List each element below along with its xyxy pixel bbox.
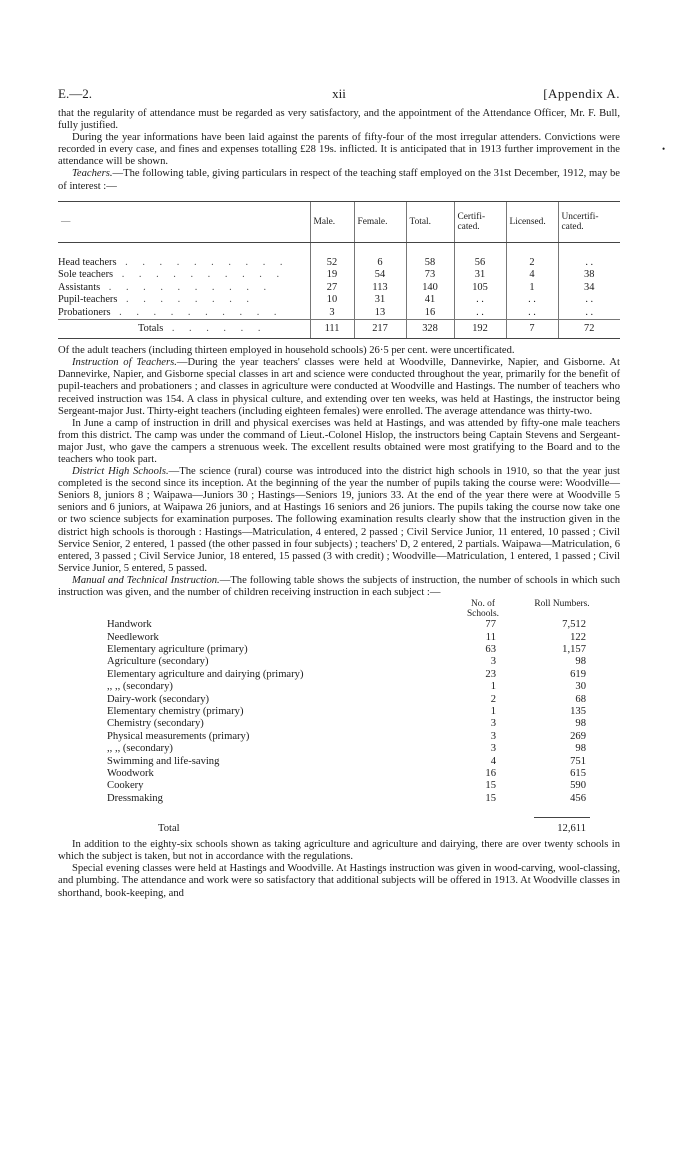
subject-row	[58, 619, 620, 631]
table-header-blank: —	[58, 201, 310, 242]
subject-name: Needlework	[107, 631, 159, 643]
subject-row	[58, 632, 620, 644]
subject-roll: 135	[570, 705, 586, 717]
total-cell: 217	[354, 320, 406, 339]
col-header-roll: Roll Numbers.	[534, 599, 590, 610]
cell: 13	[354, 307, 406, 320]
row-label: Assistants . . . . . . . . . .	[58, 281, 273, 293]
total-cell: 7	[506, 320, 558, 339]
cell: 52	[310, 257, 354, 270]
subject-schools: 15	[485, 780, 496, 792]
subject-row	[58, 644, 620, 656]
cell: 38	[558, 269, 620, 282]
table-spacer-row	[58, 242, 620, 257]
subject-roll: 590	[570, 780, 586, 792]
subject-row	[58, 694, 620, 706]
cell: 1	[506, 282, 558, 295]
subject-name: Agriculture (secondary)	[107, 656, 209, 668]
header-page-number: xii	[332, 86, 346, 101]
subjects-total-label: Total	[158, 823, 180, 835]
cell: 140	[406, 282, 454, 295]
subject-schools: 3	[490, 743, 496, 755]
subject-schools: 16	[485, 767, 496, 779]
subject-roll: 122	[570, 631, 586, 643]
subject-name: Dressmaking	[107, 792, 163, 804]
table-row	[58, 282, 620, 295]
cell: 113	[354, 282, 406, 295]
subject-name: Elementary agriculture and dairying (primary)	[107, 668, 304, 680]
subject-schools: 3	[490, 730, 496, 742]
paragraph-10: Special evening classes were held at Hastings and Woodville. At Hastings instruction was given in wood-carving, wool-classing, and plumbing. The attendance and work were so satisfactory that additional subjects will be offered in 1913. At Woodville classes in shorthand, book-keeping, and	[58, 863, 620, 899]
subject-row	[58, 743, 620, 755]
subject-row	[58, 656, 620, 668]
paragraph-9: In addition to the eighty-six schools shown as taking agriculture and agriculture and dairying, there are over twenty schools in which the subject is taken, but not in accordance with the regulations.	[58, 839, 620, 863]
subject-name: ,, ,, (secondary)	[107, 743, 173, 755]
document-body	[58, 108, 620, 900]
cell: 54	[354, 269, 406, 282]
subject-roll: 98	[575, 743, 586, 755]
subject-row	[58, 793, 620, 805]
subject-schools: 4	[490, 755, 496, 767]
subject-name: Elementary agriculture (primary)	[107, 643, 248, 655]
cell: . .	[506, 307, 558, 320]
subject-schools: 2	[490, 693, 496, 705]
subjects-total-roll: 12,611	[557, 823, 586, 835]
subject-roll: 68	[575, 693, 586, 705]
subject-name: Swimming and life-saving	[107, 755, 220, 767]
paragraph-5: Instruction of Teachers.—During the year teachers' classes were held at Woodville, Dannevirke, Napier, and Gisborne. At Dannevirke, Napier, and Gisborne special classes in art and science were conducted throughout the year, primarily for the benefit of pupil-teachers and probationers ; and classes in agriculture were conducted at Woodville and Hastings. The number of teachers who received instruction was 154. A class in physical culture, and extending over ten weeks, was held at Hastings, the instructor being Sergeant-major Just. Thirty-eight teachers (including eighteen females) were enrolled. The average attendance was thirty-two.	[58, 357, 620, 417]
paragraph-4: Of the adult teachers (including thirteen employed in household schools) 26·5 per cent. were uncertificated.	[58, 345, 515, 357]
subject-row	[58, 780, 620, 792]
subject-schools: 63	[485, 643, 496, 655]
subject-schools: 77	[485, 619, 496, 631]
subject-schools: 1	[490, 681, 496, 693]
table-row	[58, 307, 620, 320]
subject-row	[58, 681, 620, 693]
subjects-total-row	[58, 823, 620, 835]
subject-schools: 15	[485, 792, 496, 804]
cell: 16	[406, 307, 454, 320]
paragraph-6: In June a camp of instruction in drill and physical exercises was held at Hastings, and was attended by fifty-one male teachers from this district. The camp was under the command of Lieut.-Colonel Hislop, the instructors being Captain Stevens and Sergeant-major Just, who gave the campers a strenuous week. The excellent results obtained were most gratifying to the Board and to the teachers who took part.	[58, 417, 620, 465]
page-header	[58, 86, 620, 102]
subject-schools: 11	[485, 631, 496, 643]
col-header-certificated: Certifi-cated.	[454, 201, 506, 242]
subject-name: Chemistry (secondary)	[107, 718, 204, 730]
cell: 31	[354, 294, 406, 307]
paragraph-7: District High Schools.—The science (rural) course was introduced into the district high schools in 1910, so that the year just completed is the second since its inception. At the beginning of the year the number of pupils taking the course were: Woodville—Seniors 8, juniors 8 ; Waipawa—Juniors 30 ; Hastings—Seniors 19, juniors 33. At the end of the year there were at Woodville 5 seniors and 6 juniors, at Waipawa 26 juniors, and at Hastings 16 seniors and 26 juniors. The pupils taking the course now take one or two science subjects for examination purposes. The following examination results clearly show that the instruction given in the district high schools is thorough : Hastings—Matriculation, 4 entered, 2 passed ; Civil Service Junior, 11 entered, 10 passed ; Civil Service Senior, 2 entered, 1 passed (the other passed in four subjects) ; teachers' D, 2 entered, 2 partials. Waipawa—Matriculation, 6 entered, 3 passed ; Civil Service Junior, 18 entered, 15 passed (3 with credit) ; Woodville—Matriculation, 1 entered, 1 passed ; Civil Service Junior, 5 entered, 5 passed.	[58, 466, 620, 574]
cell: 19	[310, 269, 354, 282]
margin-dot: •	[662, 144, 666, 154]
row-label: Sole teachers . . . . . . . . . .	[58, 269, 286, 281]
col-header-licensed: Licensed.	[506, 201, 558, 242]
subject-roll: 1,157	[562, 643, 586, 655]
cell: 27	[310, 282, 354, 295]
subject-name: Cookery	[107, 780, 144, 792]
cell: . .	[454, 294, 506, 307]
subject-roll: 98	[575, 656, 586, 668]
cell: . .	[558, 257, 620, 270]
subject-roll: 619	[570, 668, 586, 680]
paragraph-8-heading: Manual and Technical Instruction.	[72, 574, 220, 586]
cell: 4	[506, 269, 558, 282]
subject-name: Woodwork	[107, 767, 154, 779]
row-label: Probationers . . . . . . . . . .	[58, 306, 283, 318]
paragraph-5-heading: Instruction of Teachers.	[72, 357, 177, 369]
header-right: [Appendix A.	[543, 86, 620, 101]
table-row	[58, 269, 620, 282]
subject-roll: 30	[575, 681, 586, 693]
cell: 3	[310, 307, 354, 320]
row-label: Pupil-teachers . . . . . . . .	[58, 294, 255, 306]
table-row	[58, 257, 620, 270]
subject-schools: 3	[490, 656, 496, 668]
teaching-staff-table	[58, 201, 620, 340]
paragraph-8: Manual and Technical Instruction.—The following table shows the subjects of instruction, the number of schools in which such instruction was given, and the number of children receiving instruction in each subject :—	[58, 574, 621, 599]
paragraph-3	[58, 168, 620, 192]
subject-name: Handwork	[107, 619, 152, 631]
cell: 58	[406, 257, 454, 270]
cell: 56	[454, 257, 506, 270]
paragraph-7-heading: District High Schools.	[72, 466, 169, 478]
subject-row	[58, 706, 620, 718]
cell: 34	[558, 282, 620, 295]
total-cell: 111	[310, 320, 354, 339]
subject-name: ,, ,, (secondary)	[107, 681, 173, 693]
cell: . .	[558, 294, 620, 307]
table-total-row	[58, 320, 620, 339]
cell: . .	[558, 307, 620, 320]
cell: 73	[406, 269, 454, 282]
col-header-total: Total.	[406, 201, 454, 242]
cell: 2	[506, 257, 558, 270]
subject-roll: 269	[570, 730, 586, 742]
subject-name: Dairy-work (secondary)	[107, 693, 210, 705]
subject-roll: 456	[570, 792, 586, 804]
table-row	[58, 294, 620, 307]
subjects-table	[58, 599, 620, 839]
subject-row	[58, 718, 620, 730]
cell: 31	[454, 269, 506, 282]
cell: 41	[406, 294, 454, 307]
total-cell: 328	[406, 320, 454, 339]
cell: 10	[310, 294, 354, 307]
cell: 6	[354, 257, 406, 270]
subject-row	[58, 756, 620, 768]
table-header-row	[58, 201, 620, 242]
subject-name: Physical measurements (primary)	[107, 730, 250, 742]
paragraph-3-text: —The following table, giving particulars in respect of the teaching staff employed on the 31st December, 1912, may be of interest :—	[58, 168, 620, 192]
subject-roll: 615	[570, 767, 586, 779]
subject-roll: 7,512	[562, 619, 586, 631]
subject-roll: 751	[570, 755, 586, 767]
total-rule	[534, 817, 590, 818]
subject-roll: 98	[575, 718, 586, 730]
subject-row	[58, 669, 620, 681]
col-header-male: Male.	[310, 201, 354, 242]
col-header-female: Female.	[354, 201, 406, 242]
cell: . .	[506, 294, 558, 307]
subject-row	[58, 731, 620, 743]
header-left: E.—2.	[58, 86, 92, 101]
col-header-uncertificated: Uncertifi-cated.	[558, 201, 620, 242]
total-cell: 192	[454, 320, 506, 339]
row-label: Head teachers . . . . . . . . . .	[58, 256, 289, 268]
col-header-schools: No. of Schools.	[466, 599, 500, 620]
cell: . .	[454, 307, 506, 320]
paragraph-2: During the year informations have been laid against the parents of fifty-four of the most irregular attenders. Convictions were recorded in every case, and fines and expenses totalling £28 19s. inflicted. It is anticipated that in 1913 further improvement in the attendance will be shown.	[58, 132, 620, 168]
subject-row	[58, 768, 620, 780]
subject-schools: 1	[490, 705, 496, 717]
total-label: Totals . . . . . .	[58, 320, 310, 339]
paragraph-3-heading: Teachers.	[72, 168, 113, 180]
subject-schools: 3	[490, 718, 496, 730]
subject-name: Elementary chemistry (primary)	[107, 705, 244, 717]
total-cell: 72	[558, 320, 620, 339]
paragraph-1: that the regularity of attendance must be regarded as very satisfactory, and the appointment of the Attendance Officer, Mr. F. Bull, fully justified.	[58, 108, 620, 132]
cell: 105	[454, 282, 506, 295]
subject-schools: 23	[485, 668, 496, 680]
